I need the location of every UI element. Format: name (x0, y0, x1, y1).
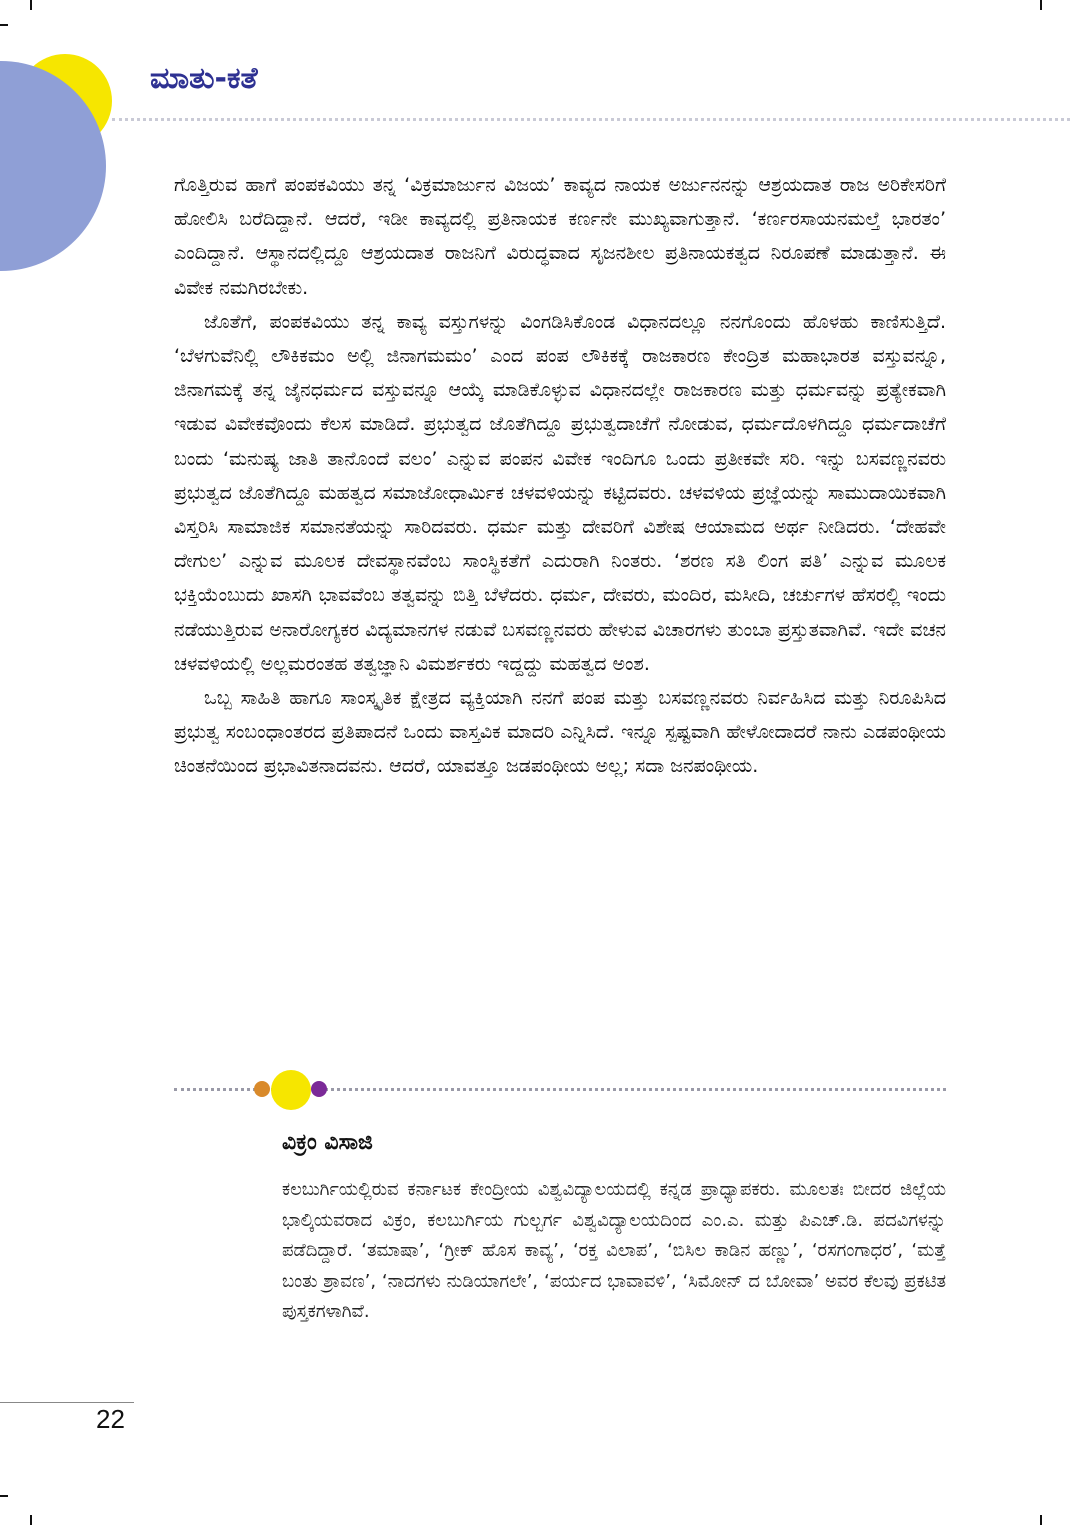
crop-mark-top-left (30, 0, 32, 10)
body-paragraph: ಜೊತೆಗೆ, ಪಂಪಕವಿಯು ತನ್ನ ಕಾವ್ಯ ವಸ್ತುಗಳನ್ನು ವಿಂಗಡಿಸಿಕೊಂಡ ವಿಧಾನದಲ್ಲೂ ನನಗೊಂದು ಹೊಳಹು ಕಾಣಿಸುತ್ತಿದೆ. ‘ಬೆಳಗುವೆನಿಲ್ಲಿ ಲೌಕಿಕಮಂ ಅಲ್ಲಿ ಜಿನಾಗಮಮಂ’ ಎಂದ ಪಂಪ ಲೌಕಿಕಕ್ಕೆ ರಾಜಕಾರಣ ಕೇಂದ್ರಿತ ಮಹಾಭಾರತ ವಸ್ತುವನ್ನೂ, ಜಿನಾಗಮಕ್ಕೆ ತನ್ನ ಜೈನಧರ್ಮದ ವಸ್ತುವನ್ನೂ ಆಯ್ಕೆ ಮಾಡಿಕೊಳ್ಳುವ ವಿಧಾನದಲ್ಲೇ ರಾಜಕಾರಣ ಮತ್ತು ಧರ್ಮವನ್ನು ಪ್ರತ್ಯೇಕವಾಗಿ ಇಡುವ ವಿವೇಕವೊಂದು ಕೆಲಸ ಮಾಡಿದೆ. ಪ್ರಭುತ್ವದ ಜೊತೆಗಿದ್ದೂ ಪ್ರಭುತ್ವದಾಚೆಗೆ ನೋಡುವ, ಧರ್ಮದೊಳಗಿದ್ದೂ ಧರ್ಮದಾಚೆಗೆ ಬಂದು ‘ಮನುಷ್ಯ ಜಾತಿ ತಾನೊಂದೆ ವಲಂ’ ಎನ್ನುವ ಪಂಪನ ವಿವೇಕ ಇಂದಿಗೂ ಒಂದು ಪ್ರತೀಕವೇ ಸರಿ. ಇನ್ನು ಬಸವಣ್ಣನವರು ಪ್ರಭುತ್ವದ ಜೊತೆಗಿದ್ದೂ ಮಹತ್ವದ ಸಮಾಜೋಧಾರ್ಮಿಕ ಚಳವಳಿಯನ್ನು ಕಟ್ಟಿದವರು. ಚಳವಳಿಯ ಪ್ರಜ್ಞೆಯನ್ನು ಸಾಮುದಾಯಿಕವಾಗಿ ವಿಸ್ತರಿಸಿ ಸಾಮಾಜಿಕ ಸಮಾನತೆಯನ್ನು ಸಾರಿದವರು. ಧರ್ಮ ಮತ್ತು ದೇವರಿಗೆ ವಿಶೇಷ ಆಯಾಮದ ಅರ್ಥ ನೀಡಿದರು. ‘ದೇಹವೇ ದೇಗುಲ’ ಎನ್ನುವ ಮೂಲಕ ದೇವಸ್ಥಾನವೆಂಬ ಸಾಂಸ್ಥಿಕತೆಗೆ ಎದುರಾಗಿ ನಿಂತರು. ‘ಶರಣ ಸತಿ ಲಿಂಗ ಪತಿ’ ಎನ್ನುವ ಮೂಲಕ ಭಕ್ತಿಯೆಂಬುದು ಖಾಸಗಿ ಭಾವವೆಂಬ ತತ್ವವನ್ನು ಬಿತ್ತಿ ಬೆಳೆದರು. ಧರ್ಮ, ದೇವರು, ಮಂದಿರ, ಮಸೀದಿ, ಚರ್ಚುಗಳ ಹೆಸರಲ್ಲಿ ಇಂದು ನಡೆಯುತ್ತಿರುವ ಅನಾರೋಗ್ಯಕರ ವಿದ್ಯಮಾನಗಳ ನಡುವೆ ಬಸವಣ್ಣನವರು ಹೇಳುವ ವಿಚಾರಗಳು ತುಂಬಾ ಪ್ರಸ್ತುತವಾಗಿವೆ. ಇದೇ ವಚನ ಚಳವಳಿಯಲ್ಲಿ ಅಲ್ಲಮರಂತಹ ತತ್ವಜ್ಞಾನಿ ವಿಮರ್ಶಕರು ಇದ್ದದ್ದು ಮಹತ್ವದ ಅಂಶ. (174, 310, 946, 675)
page-number: 22 (96, 1404, 125, 1434)
section-title: ಮಾತು-ಕತೆ (150, 61, 258, 96)
crop-mark-top-right (1040, 0, 1042, 10)
crop-mark-bottom-left (30, 1515, 32, 1525)
page-number-rule (0, 1402, 134, 1403)
crop-mark-bottom-right (1040, 1515, 1042, 1525)
divider-yellow-dot (271, 1070, 311, 1110)
crop-mark-left-bottom (0, 1495, 8, 1497)
divider-purple-dot (311, 1081, 327, 1097)
crop-mark-left-top (0, 24, 8, 26)
body-text (174, 168, 946, 784)
body-paragraph: ಗೊತ್ತಿರುವ ಹಾಗೆ ಪಂಪಕವಿಯು ತನ್ನ ‘ವಿಕ್ರಮಾರ್ಜುನ ವಿಜಯ’ ಕಾವ್ಯದ ನಾಯಕ ಅರ್ಜುನನನ್ನು ಆಶ್ರಯದಾತ ರಾಜ ಅರಿಕೇಸರಿಗೆ ಹೋಲಿಸಿ ಬರೆದಿದ್ದಾನೆ. ಆದರೆ, ಇಡೀ ಕಾವ್ಯದಲ್ಲಿ ಪ್ರತಿನಾಯಕ ಕರ್ಣನೇ ಮುಖ್ಯವಾಗುತ್ತಾನೆ. ‘ಕರ್ಣರಸಾಯನಮಲ್ತೆ ಭಾರತಂ’ ಎಂದಿದ್ದಾನೆ. ಆಸ್ಥಾನದಲ್ಲಿದ್ದೂ ಆಶ್ರಯದಾತ ರಾಜನಿಗೆ ವಿರುದ್ಧವಾದ ಸೃಜನಶೀಲ ಪ್ರತಿನಾಯಕತ್ವದ ನಿರೂಪಣೆ ಮಾಡುತ್ತಾನೆ. ಈ ವಿವೇಕ ನಮಗಿರಬೇಕು. (174, 174, 946, 299)
author-bio: ಕಲಬುರ್ಗಿಯಲ್ಲಿರುವ ಕರ್ನಾಟಕ ಕೇಂದ್ರೀಯ ವಿಶ್ವವಿದ್ಯಾಲಯದಲ್ಲಿ ಕನ್ನಡ ಪ್ರಾಧ್ಯಾಪಕರು. ಮೂಲತಃ ಬೀದರ ಜಿಲ್ಲೆಯ ಭಾಲ್ಕಿಯವರಾದ ವಿಕ್ರಂ, ಕಲಬುರ್ಗಿಯ ಗುಲ್ಬರ್ಗ ವಿಶ್ವವಿದ್ಯಾಲಯದಿಂದ ಎಂ.ಎ. ಮತ್ತು ಪಿಎಚ್.ಡಿ. ಪದವಿಗಳನ್ನು ಪಡೆದಿದ್ದಾರೆ. ‘ತಮಾಷಾ’, ‘ಗ್ರೀಕ್ ಹೊಸ ಕಾವ್ಯ’, ‘ರಕ್ತ ವಿಲಾಪ’, ‘ಬಿಸಿಲ ಕಾಡಿನ ಹಣ್ಣು’, ‘ರಸಗಂಗಾಧರ’, ‘ಮತ್ತೆ ಬಂತು ಶ್ರಾವಣ’, ‘ನಾದಗಳು ನುಡಿಯಾಗಲೇ’, ‘ಪರ್ಯದ ಭಾವಾವಳಿ’, ‘ಸಿಮೋನ್ ದ ಬೋವಾ’ ಅವರ ಕೆಲವು ಪ್ರಕಟಿತ ಪುಸ್ತಕಗಳಾಗಿವೆ. (282, 1179, 946, 1322)
author-name: ವಿಕ್ರಂ ವಿಸಾಜಿ (282, 1130, 373, 1155)
body-paragraph: ಒಬ್ಬ ಸಾಹಿತಿ ಹಾಗೂ ಸಾಂಸ್ಕೃತಿಕ ಕ್ಷೇತ್ರದ ವ್ಯಕ್ತಿಯಾಗಿ ನನಗೆ ಪಂಪ ಮತ್ತು ಬಸವಣ್ಣನವರು ನಿರ್ವಹಿಸಿದ ಮತ್ತು ನಿರೂಪಿಸಿದ ಪ್ರಭುತ್ವ ಸಂಬಂಧಾಂತರದ ಪ್ರತಿಪಾದನೆ ಒಂದು ವಾಸ್ತವಿಕ ಮಾದರಿ ಎನ್ನಿಸಿದೆ. ಇನ್ನೂ ಸ್ಪಷ್ಟವಾಗಿ ಹೇಳೋದಾದರೆ ನಾನು ಎಡಪಂಥೀಯ ಚಿಂತನೆಯಿಂದ ಪ್ರಭಾವಿತನಾದವನು. ಆದರೆ, ಯಾವತ್ತೂ ಜಡಪಂಥೀಯ ಅಲ್ಲ; ಸದಾ ಜನಪಂಥೀಯ. (174, 687, 946, 778)
divider-orange-dot (254, 1081, 270, 1097)
header-dotted-divider (112, 118, 1070, 121)
